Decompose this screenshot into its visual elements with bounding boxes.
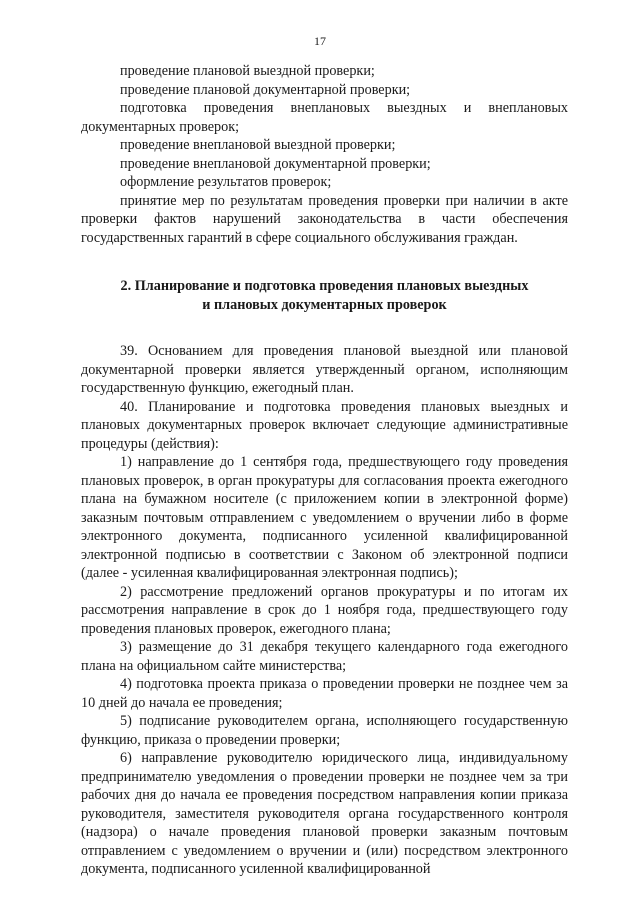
list-item: проведение плановой документарной проверки; — [120, 81, 411, 98]
section-heading-line: 2. Планирование и подготовка проведения плановых выездных — [120, 278, 529, 294]
procedures-list — [81, 62, 568, 247]
list-item: проведение внеплановой документарной проверки; — [120, 155, 431, 172]
list-item: принятие мер по результатам проведения проверки при наличии в акте проверки фактов нарушений законодательства в части обеспечения государственных гарантий в сфере социального обслуживания граждан. — [81, 192, 568, 246]
document-body — [81, 62, 568, 879]
list-item: проведение внеплановой выездной проверки; — [120, 137, 396, 153]
paragraph: 39. Основанием для проведения плановой выездной или плановой документарной проверки является утвержденный органом, исполняющим государственную функцию, ежегодный план. — [81, 343, 568, 396]
list-item: подготовка проведения внеплановых выездных и внеплановых документарных проверок; — [81, 100, 568, 135]
paragraph: 6) направление руководителю юридического лица, индивидуальному предпринимателю уведомления о проведении проверки не позднее чем за три рабочих дня до начала ее проведения посредством направления копии приказа руководителя, заместителя руководителя органа государственного контроля (надзора) о начале проведения плановой проверки заказным почтовым отправлением с уведомлением о вручении и (или) посредством электронного документа, подписанного усиленной квалифицированной — [81, 750, 568, 877]
list-item: проведение плановой выездной проверки; — [120, 63, 375, 79]
section-text — [81, 342, 568, 879]
paragraph: 3) размещение до 31 декабря текущего календарного года ежегодного плана на официальном сайте министерства; — [81, 639, 568, 674]
section-heading — [81, 277, 568, 314]
list-item: оформление результатов проверок; — [120, 174, 332, 190]
paragraph: 4) подготовка проекта приказа о проведении проверки не позднее чем за 10 дней до начала ее проведения; — [81, 676, 568, 711]
paragraph: 40. Планирование и подготовка проведения плановых выездных и плановых документарных проверок включает следующие административные процедуры (действия): — [81, 398, 568, 452]
paragraph: 1) направление до 1 сентября года, предшествующего году проведения плановых проверок, в орган прокуратуры для согласования проекта ежегодного плана на бумажном носителе (с приложением копии в электронной форме) заказным почтовым отправлением с уведомлением о вручении либо в форме электронного документа, подписанного усиленной квалифицированной электронной подписью в соответствии с Законом об электронной подписи (далее - усиленная квалифицированная электронная подпись); — [81, 454, 568, 581]
page-number: 17 — [314, 34, 326, 48]
paragraph: 2) рассмотрение предложений органов прокуратуры и по итогам их рассмотрения направление в срок до 1 ноября года, предшествующего году проведения плановых проверок, ежегодного плана; — [81, 583, 568, 637]
paragraph: 5) подписание руководителем органа, исполняющего государственную функцию, приказа о проведении проверки; — [81, 713, 568, 748]
section-heading-line: и плановых документарных проверок — [202, 296, 447, 313]
